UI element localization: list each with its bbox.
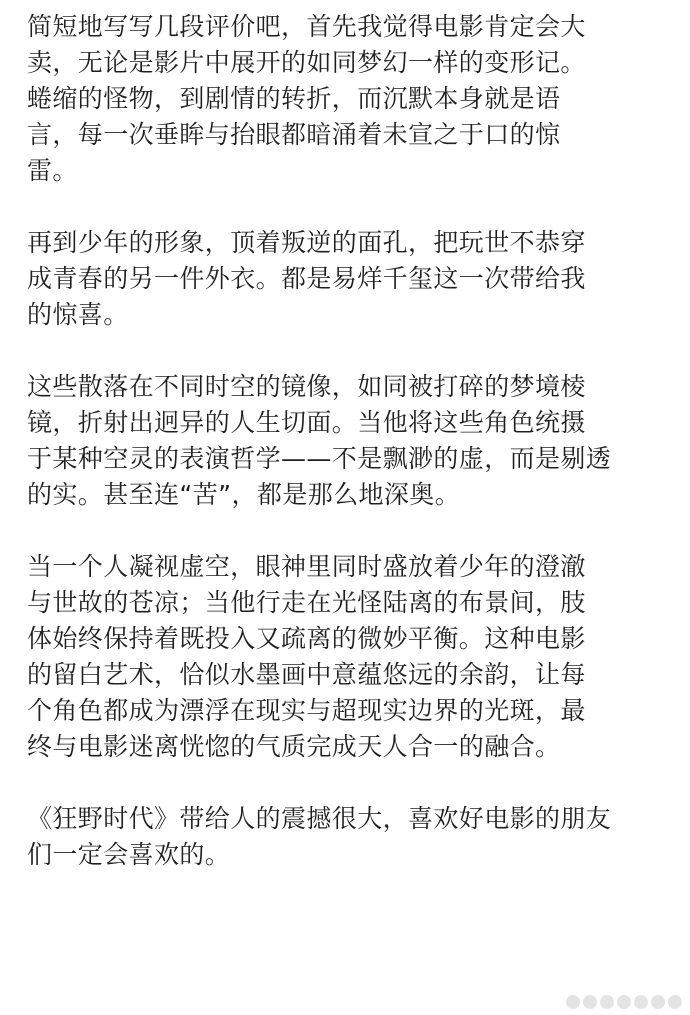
text-line: 成青春的另一件外衣。都是易烊千玺这一次带给我 (27, 264, 586, 293)
text-line: 与世故的苍凉；当他行走在光怪陆离的布景间，肢 (27, 588, 586, 617)
text-line: 于某种空灵的表演哲学——不是飘渺的虚，而是剔透 (27, 444, 612, 473)
text-line: 再到少年的形象，顶着叛逆的面孔，把玩世不恭穿 (27, 228, 586, 257)
text-line: 《狂野时代》带给人的震撼很大，喜欢好电影的朋友 (27, 804, 612, 833)
text-line: 的留白艺术，恰似水墨画中意蕴悠远的余韵，让每 (27, 660, 586, 689)
text-line: 当一个人凝视虚空，眼神里同时盛放着少年的澄澈 (27, 552, 586, 581)
paragraph-4 (27, 549, 667, 765)
watermark-dot-icon (617, 995, 631, 1009)
watermark-dot-icon (583, 995, 597, 1009)
text-line: 卖，无论是影片中展开的如同梦幻一样的变形记。 (27, 48, 586, 77)
paragraph-5 (27, 801, 667, 873)
text-line: 们一定会喜欢的。 (27, 840, 231, 869)
text-line: 体始终保持着既投入又疏离的微妙平衡。这种电影 (27, 624, 586, 653)
text-line: 个角色都成为漂浮在现实与超现实边界的光斑，最 (27, 696, 586, 725)
article-body (27, 9, 667, 909)
text-line: 镜，折射出迥异的人生切面。当他将这些角色统摄 (27, 408, 586, 437)
text-line: 的实。甚至连“苦”，都是那么地深奥。 (27, 480, 461, 509)
text-line: 蜷缩的怪物，到剧情的转折，而沉默本身就是语 (27, 84, 561, 113)
text-line: 这些散落在不同时空的镜像，如同被打碎的梦境棱 (27, 372, 586, 401)
watermark-dot-icon (566, 995, 580, 1009)
text-line: 的惊喜。 (27, 300, 129, 329)
text-line: 简短地写写几段评价吧，首先我觉得电影肯定会大 (27, 12, 586, 41)
paragraph-1 (27, 9, 667, 189)
watermark-dot-icon (668, 995, 682, 1009)
paragraph-2 (27, 225, 667, 333)
text-line: 终与电影迷离恍惚的气质完成天人合一的融合。 (27, 732, 561, 761)
paragraph-3 (27, 369, 667, 513)
watermark-logo (566, 995, 682, 1009)
watermark-dot-icon (651, 995, 665, 1009)
text-line: 言，每一次垂眸与抬眼都暗涌着未宣之于口的惊 (27, 120, 561, 149)
watermark-dot-icon (634, 995, 648, 1009)
watermark-dot-icon (600, 995, 614, 1009)
text-line: 雷。 (27, 156, 78, 185)
